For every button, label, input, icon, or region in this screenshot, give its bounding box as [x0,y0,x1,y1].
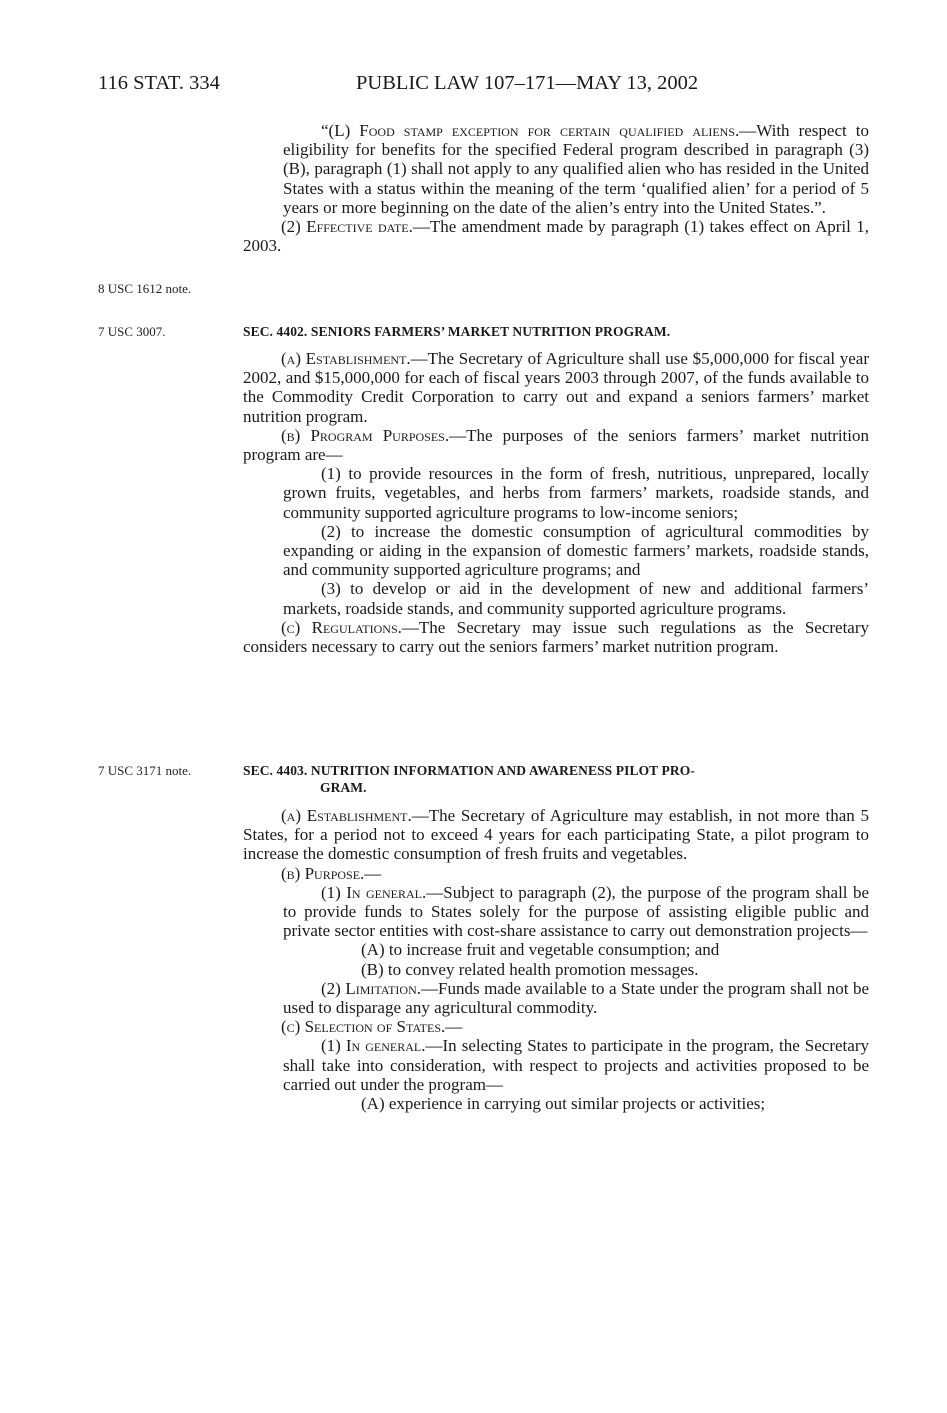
sec4403-b-heading: (b) Purpose. [281,863,365,883]
sec4402-a-heading: (a) Establishment. [281,349,411,368]
sec4402-b-paragraph-3: (3) to develop or aid in the development of new and additional farmers’ markets, roadside stands, and community supported agriculture programs. [283,579,869,618]
sec4403-b2-text: —Funds made available to a State under the program shall not be used to disparage any agricultural commodity. [283,978,870,1018]
section-4402-title: SEC. 4402. SENIORS FARMERS’ MARKET NUTRITION PROGRAM. [243,324,671,339]
sec4403-subsection-a [243,806,869,864]
section-4403-title-line1: SEC. 4403. NUTRITION INFORMATION AND AWARENESS PILOT PRO- [243,763,695,778]
sec4403-a-heading: (a) Establishment. [281,806,412,825]
sec4403-c-text: — [445,1017,463,1037]
sec4403-c-paragraph-1 [243,1036,869,1094]
law-title: PUBLIC LAW 107–171—MAY 13, 2002 [356,72,699,94]
sec4403-b-text: — [364,863,382,883]
stat-page-number: 116 STAT. 334 [98,72,220,94]
sec4403-subsection-b [243,864,869,883]
sec4402-subsection-b [243,426,869,464]
sec4402-b-paragraph-2: (2) to increase the domestic consumption of agricultural commodities by expanding or aiding in the expansion of domestic farmers’ markets, roadside stands, and community supported agriculture programs; and [283,521,869,580]
margin-note-7-usc-3171: 7 USC 3171 note. [98,763,192,778]
sec4402-a-text: —The Secretary of Agriculture shall use $5,000,000 for fiscal year 2002, and $15,000,000 for each of fiscal years 2003 through 2007, of the funds available to the Commodity Credit Corporation to carry out and expand a seniors farmers’ market nutrition program. [243,349,869,426]
margin-note-7-usc-3007: 7 USC 3007. [98,324,166,339]
sec4403-b-subparagraph-B: (B) to convey related health promotion messages. [361,959,699,979]
paragraph-L [243,121,869,217]
sec4402-c-heading: (c) Regulations. [281,617,402,637]
sec4402-b-paragraph-1: (1) to provide resources in the form of fresh, nutritious, unprepared, locally grown fruits, vegetables, and herbs from farmers’ markets, roadside stands, and community supported agriculture programs to low-income seniors; [283,464,869,522]
sec4403-b-subparagraph-A: (A) to increase fruit and vegetable consumption; and [361,940,720,960]
sec4403-b-paragraph-2 [243,979,869,1017]
section-4403-title-line2: GRAM. [320,780,367,795]
sec4403-b2-heading: (2) Limitation. [321,978,421,998]
sec4403-b1-text: —Subject to paragraph (2), the purpose of the program shall be to provide funds to States solely for the purpose of assisting eligible public and private sector entities with cost-share assistance to carry out demonstration projects— [283,882,869,941]
section-4402-body [243,349,869,656]
sec4403-b1-heading: (1) In general. [321,882,427,902]
paragraph-2-text: —The amendment made by paragraph (1) takes effect on April 1, 2003. [243,217,869,256]
sec4403-b-paragraph-1 [243,883,869,941]
paragraph-2-effective-date [243,217,869,255]
block-food-stamp-exception [243,121,869,255]
paragraph-2-heading: (2) Effective date. [281,217,413,237]
section-4403-body [243,806,869,1113]
sec4403-c1-heading: (1) In general. [321,1036,426,1056]
sec4402-subsection-c [243,618,869,656]
sec4402-subsection-a [243,349,869,426]
section-4403-heading [243,762,869,796]
margin-note-8-usc-1612: 8 USC 1612 note. [98,281,192,296]
paragraph-L-heading: “(L) Food stamp exception for certain qualified aliens. [321,121,740,140]
sec4403-c-subparagraph-A: (A) experience in carrying out similar projects or activities; [361,1094,766,1114]
sec4403-a-text: —The Secretary of Agriculture may establish, in not more than 5 States, for a period not to exceed 4 years for each participating State, a pilot program to increase the domestic consumption of fresh fruits and vegetables. [243,806,869,864]
paragraph-L-text: —With respect to eligibility for benefits for the specified Federal program described in paragraph (3)(B), paragraph (1) shall not apply to any qualified alien who has resided in the United States with a status within the meaning of the term ‘qualified alien’ for a period of 5 years or more beginning on the date of the alien’s entry into the United States.”. [283,121,869,217]
section-4402-heading [243,323,869,340]
sec4402-b-text: —The purposes of the seniors farmers’ market nutrition program are— [243,425,869,465]
sec4402-c-text: —The Secretary may issue such regulations as the Secretary considers necessary to carry out the seniors farmers’ market nutrition program. [243,617,869,657]
sec4403-c1-text: —In selecting States to participate in the program, the Secretary shall take into consideration, with respect to projects and activities proposed to be carried out under the program— [283,1036,869,1094]
sec4403-c-heading: (c) Selection of States. [281,1017,446,1037]
sec4403-subsection-c [243,1017,869,1036]
page-header [98,72,858,102]
sec4402-b-heading: (b) Program Purposes. [281,425,450,445]
